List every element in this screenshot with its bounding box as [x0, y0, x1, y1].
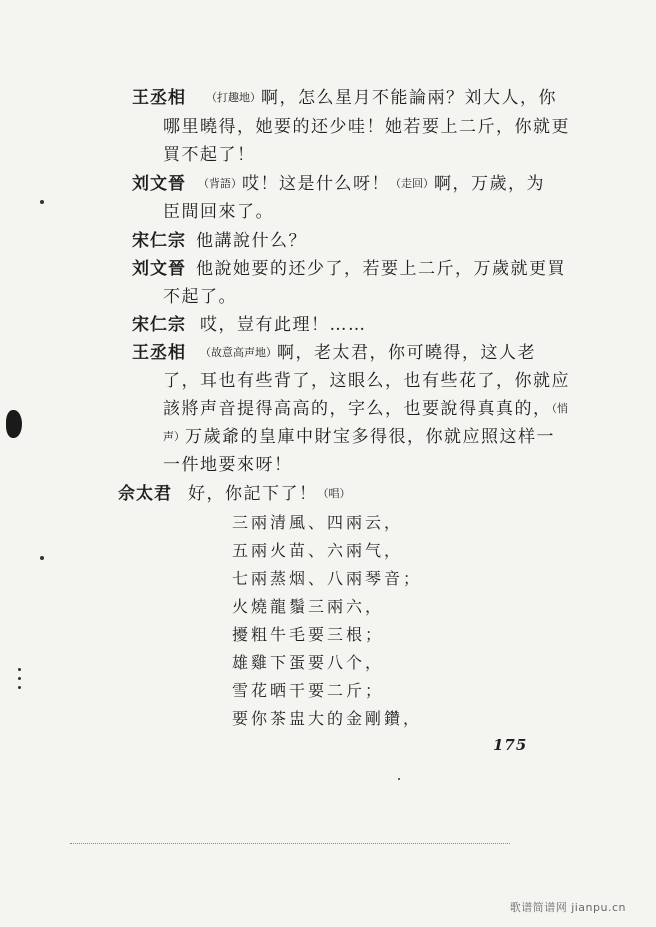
verse-line: 雄雞下蛋要八个， [232, 653, 385, 672]
dialogue-line [132, 314, 367, 336]
dialogue-line [132, 258, 566, 280]
dialogue-text: 他說她要的还少了，若要上二斤，万歲就更買 [196, 259, 566, 279]
stage-direction: （唱） [317, 487, 351, 500]
scan-speck [18, 686, 21, 689]
dialogue-line [118, 483, 351, 505]
dialogue-text: 哎！这是什么呀！ [242, 174, 390, 194]
scan-speck [18, 668, 21, 671]
dialogue-line [132, 230, 307, 252]
stage-direction: （走回） [390, 177, 434, 190]
ink-blot [6, 410, 22, 438]
dialogue-text: 好，你記下了！ [188, 484, 318, 504]
dialogue-continuation [163, 201, 274, 223]
speaker-name: 宋仁宗 [132, 231, 186, 251]
dialogue-text: 哎，豈有此理！…… [200, 315, 367, 335]
scan-speck [40, 200, 44, 204]
dialogue-continuation [163, 286, 237, 308]
dialogue-text: 啊，老太君，你可曉得，这人老 [277, 343, 536, 363]
watermark: 歌谱简谱网 jianpu.cn [509, 901, 626, 914]
verse-line: 要你茶盅大的金剛鑽， [232, 709, 423, 728]
speaker-name: 刘文晉 [132, 259, 186, 279]
dialogue-line [132, 342, 536, 364]
stage-direction: 声） [163, 430, 185, 443]
dialogue-text: 該將声音提得高高的，字么，也要說得真真的， [163, 399, 552, 419]
speaker-name: 王丞相 [132, 88, 186, 108]
page-number: 175 [493, 736, 528, 754]
scan-dotted-line [70, 843, 510, 845]
stage-direction: （背語） [198, 177, 242, 190]
dialogue-text: 了，耳也有些背了，这眼么，也有些花了，你就应 [163, 371, 570, 391]
verse-line: 火燒龍鬚三兩六， [232, 597, 385, 616]
dialogue-line [132, 87, 557, 109]
dialogue-text: 他講說什么？ [196, 231, 307, 251]
dialogue-continuation [163, 370, 570, 392]
dialogue-text: 万歲爺的皇庫中財宝多得很，你就应照这样一 [185, 427, 555, 447]
dialogue-line [132, 173, 545, 195]
stage-direction: （打趣地） [206, 91, 261, 104]
dialogue-text: 臣間回來了。 [163, 202, 274, 222]
verse-line: 雪花晒干要二斤； [232, 681, 385, 700]
dialogue-text: 哪里曉得，她要的还少哇！她若要上二斤，你就更 [163, 117, 570, 137]
verse-line: 五兩火苗、六兩气， [232, 541, 404, 560]
dialogue-text: 買不起了！ [163, 145, 256, 165]
dialogue-text: 一件地要來呀！ [163, 455, 293, 475]
dialogue-continuation [163, 398, 568, 420]
scan-speck [398, 778, 400, 780]
stage-direction: （悄 [551, 402, 568, 415]
dialogue-text: 不起了。 [163, 287, 237, 307]
speaker-name: 王丞相 [132, 343, 186, 363]
scan-speck [40, 556, 44, 560]
speaker-name: 宋仁宗 [132, 315, 186, 335]
scan-speck [18, 677, 21, 680]
verse-line: 七兩蒸烟、八兩琴音； [232, 569, 423, 588]
dialogue-text: 啊，怎么星月不能論兩？刘大人，你 [261, 88, 557, 108]
dialogue-continuation [163, 116, 570, 138]
speaker-name: 佘太君 [118, 484, 172, 504]
dialogue-text: 啊，万歲，为 [434, 174, 545, 194]
speaker-name: 刘文晉 [132, 174, 186, 194]
dialogue-continuation [163, 454, 293, 476]
dialogue-continuation [163, 426, 555, 448]
verse-line: 三兩清風、四兩云， [232, 513, 404, 532]
verse-line: 擾粗牛毛要三根； [232, 625, 385, 644]
dialogue-continuation [163, 144, 256, 166]
stage-direction: （故意高声地） [200, 346, 277, 359]
